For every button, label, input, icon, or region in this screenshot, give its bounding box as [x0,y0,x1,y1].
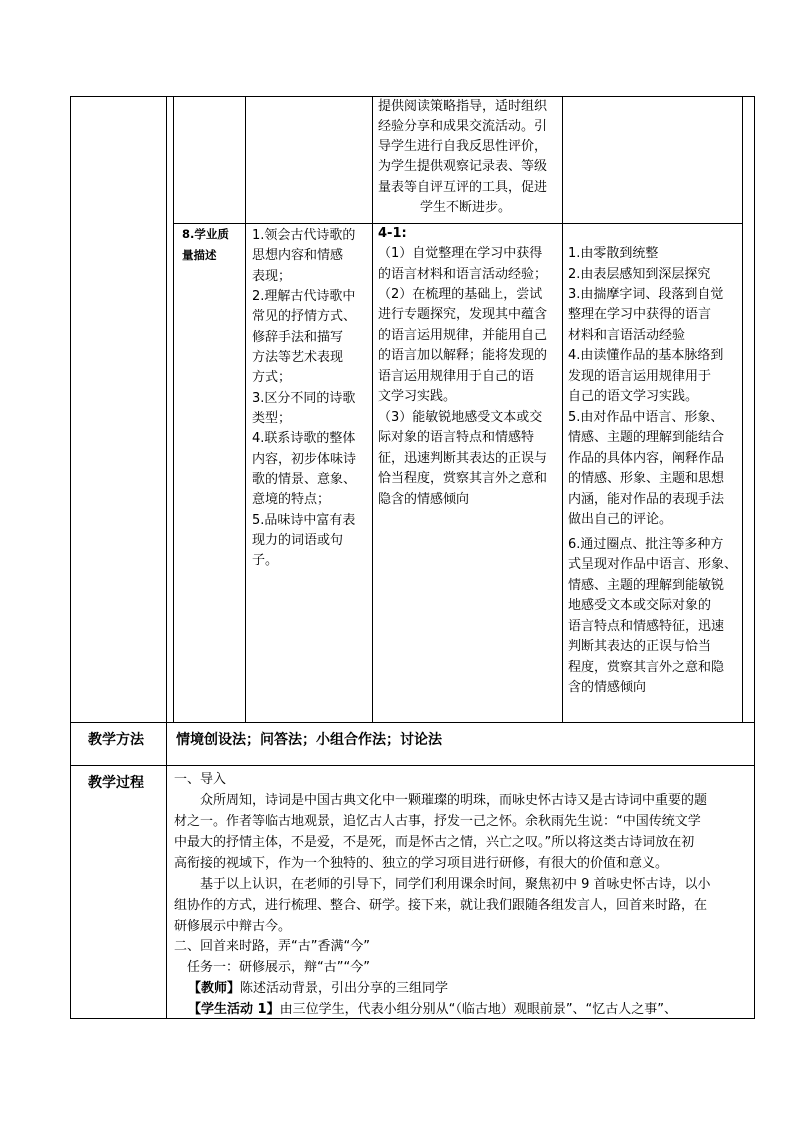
inner-divider-3 [562,96,563,722]
standard-line-6: 的语言运用规律，并能用自己 [378,328,548,343]
teacher-activity [188,979,448,999]
progress-line-14: 做出自己的评论。 [568,512,673,527]
progress-line-15: 6.通过圈点、批注等多种方 [568,537,724,552]
goals-line-12: 内容，初步体味诗 [252,452,357,467]
process-line-6: 基于以上认识，在老师的引导下，同学们利用课余时间，聚焦初中 9 首咏史怀古诗，以小 [174,877,711,892]
goals-line-5: 常见的抒情方式、 [252,309,357,324]
process-line-1: 一、导入 [174,772,227,787]
goals-line-7: 方法等艺术表现 [252,350,344,365]
progress-line-1: 1.由零散到统整 [568,246,659,261]
teacher-tag: 【教师】 [188,981,241,996]
quality-header-line-2: 量描述 [182,248,217,262]
progress-line-21: 程度，赏察其言外之意和隐 [568,660,725,675]
goals-line-10: 类型； [252,411,292,426]
goals-line-15: 5.品味诗中富有表 [252,513,356,528]
standard-line-8: 语言运用规律用于自己的语 [378,369,535,384]
methods-content: 情境创设法；问答法；小组合作法；讨论法 [176,732,442,748]
strategy-line-5: 量表等自评互评的工具，促进 [378,180,548,195]
process-line-8: 研修展示中辩古今。 [174,919,292,934]
standard-line-13: 恰当程度，赏察其言外之意和 [378,471,548,486]
goals-line-14: 意境的特点； [252,492,331,507]
goals-line-17: 子。 [252,553,279,568]
goals-line-16: 现力的词语或句 [252,533,344,548]
standard-line-4: （2）在梳理的基础上，尝试 [378,287,543,302]
standard-line-2: （1）自觉整理在学习中获得 [378,246,543,261]
student-tag: 【学生活动 1】 [188,1002,280,1017]
progress-line-16: 式呈现对作品中语言、形象、 [568,557,738,572]
progress-line-10: 情感、主题的理解到能结合 [568,430,725,445]
outer-left-border [70,96,71,1019]
progress-line-12: 的情感、形象、主题和思想 [568,471,725,486]
goals-line-1: 1.领会古代诗歌的 [252,228,356,243]
progress-line-19: 语言特点和情感特征，迅速 [568,619,725,634]
process-line-9: 二、回首来时路，弄“古”香满“今” [174,939,370,954]
strategy-line-4: 为学生提供观察记录表、等级 [378,159,548,174]
standard-line-7: 的语言加以解释；能将发现的 [378,348,548,363]
progress-line-3: 3.由揣摩字词、段落到自觉 [568,287,724,302]
standard-line-1: 4-1: [378,226,407,241]
process-line-3: 材之一。作者等临古地观景，追忆古人古事，抒发一己之怀。余秋雨先生说：“中国传统文学 [174,814,701,829]
progress-line-4: 整理在学习中获得的语言 [568,307,712,322]
process-line-4: 中最大的抒情主体，不是爱，不是死，而是怀古之情，兴亡之叹。”所以将这类古诗词放在初 [174,835,695,850]
progress-line-6: 4.由读懂作品的基本脉络到 [568,348,724,363]
quality-header-line-1: 8.学业质 [182,227,229,241]
progress-line-17: 情感、主题的理解到能敏锐 [568,578,725,593]
standard-line-10: （3）能敏锐地感受文本或交 [378,410,543,425]
goals-line-4: 2.理解古代诗歌中 [252,289,356,304]
standard-line-11: 际对象的语言特点和情感特 [378,430,535,445]
progress-line-18: 地感受文本或交际对象的 [568,598,712,613]
strategy-line-3: 导学生进行自我反思性评价， [378,139,548,154]
goals-line-11: 4.联系诗歌的整体 [252,431,356,446]
strategy-line-6: 学生不断进步。 [420,200,512,215]
progress-line-8: 自己的语文学习实践。 [568,389,699,404]
goals-line-8: 方式； [252,370,292,385]
progress-line-5: 材料和言语活动经验 [568,328,686,343]
standard-line-3: 的语言材料和语言活动经验； [378,267,548,282]
inner-right-border [742,96,743,722]
standard-line-5: 进行专题探究，发现其中蕴含 [378,307,548,322]
teacher-text: 陈述活动背景，引出分享的三组同学 [240,981,449,996]
process-label: 教学过程 [88,775,144,791]
inner-row-divider [173,223,743,224]
progress-line-7: 发现的语言运用规律用于 [568,369,712,384]
goals-line-13: 歌的情景、意象、 [252,472,357,487]
progress-line-11: 作品的具体内容，阐释作品 [568,451,725,466]
progress-line-13: 内涵，能对作品的表现手法 [568,492,725,507]
outer-right-border [754,96,755,1019]
progress-line-2: 2.由表层感知到深层探究 [568,267,711,282]
inner-divider-1 [245,96,246,722]
methods-label: 教学方法 [88,732,144,748]
progress-line-9: 5.由对作品中语言、形象、 [568,410,724,425]
student-text: 由三位学生，代表小组分别从“（临古地）观眼前景”、“忆古人之事”、 [279,1002,678,1017]
standard-line-12: 征，迅速判断其表达的正误与 [378,451,548,466]
inner-left-border [173,96,174,722]
process-line-10: 任务一：研修展示，辩“古”“今” [174,960,370,975]
goals-line-2: 思想内容和情感 [252,248,344,263]
progress-line-22: 含的情感倾向 [568,680,647,695]
inner-divider-2 [372,96,373,722]
progress-line-20: 判断其表达的正误与恰当 [568,639,712,654]
process-line-5: 高衔接的视域下，作为一个独特的、独立的学习项目进行研修，有很大的价值和意义。 [174,856,669,871]
goals-line-6: 修辞手法和描写 [252,330,344,345]
outer-label-divider [166,96,167,1019]
process-line-7: 组协作的方式，进行梳理、整合、研学。接下来，就让我们跟随各组发言人，回首来时路，在 [174,898,708,913]
strategy-line-2: 经验分享和成果交流活动。引 [378,119,548,134]
process-line-2: 众所周知，诗词是中国古典文化中一颗璀璨的明珠，而咏史怀古诗又是古诗词中重要的题 [174,793,708,808]
outer-divider-process [70,765,755,766]
goals-line-9: 3.区分不同的诗歌 [252,391,356,406]
student-activity [188,1000,677,1020]
goals-line-3: 表现； [252,269,292,284]
standard-line-14: 隐含的情感倾向 [378,492,470,507]
outer-divider-methods [70,722,755,723]
strategy-line-1: 提供阅读策略指导，适时组织 [378,99,548,114]
standard-line-9: 文学习实践。 [378,389,457,404]
